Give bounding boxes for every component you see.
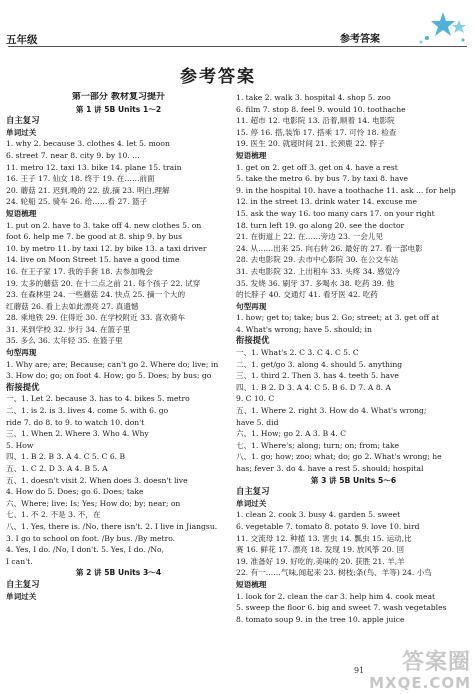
answer-line: 短语梳理 <box>6 208 37 218</box>
watermark-cn: 答案圈 <box>401 650 471 675</box>
answer-line: 衔接提优 <box>6 381 40 392</box>
answer-line: 五、1. Where 2. right 3. How do 4. What's wrong; <box>236 406 427 416</box>
answer-line: 五、1. C 2. D 3. A 4. B 5. A <box>6 464 108 473</box>
answer-line: has; fever 3. do 4. have a rest 5. should; hospital <box>236 464 424 473</box>
answer-line: 11. 交流母 12. 种植 13. 害虫 14. 瓢虫 15. 运动,比 <box>236 533 412 543</box>
answer-line: 一、1. What's 2. C 3. C 4. C 5. C <box>236 348 359 358</box>
answer-line: 20. 蘑菇 21. 迟到,晚的 22. 拔,摘 23. 明白,理解 <box>6 185 170 195</box>
answer-line: 14. live on Moon Street 15. have a good time <box>6 255 180 265</box>
answer-line: I can't. <box>6 556 33 566</box>
answer-line: 八、1. go; how; zoo; what; do; go 2. What's wrong; he <box>236 452 442 462</box>
answer-line: 单词过关 <box>6 127 37 137</box>
page-header <box>0 0 475 46</box>
star-decoration-icon <box>387 8 469 48</box>
answer-line: 三、1. third 2. Then 3. has 4. teeth 5. have <box>236 371 399 381</box>
answer-line: 1. look for 2. clean the car 3. help him 4. cook meat <box>236 591 436 601</box>
answer-line: have 5. did <box>236 417 279 427</box>
answer-line: 16. 王子 17. 仙女 18. 终于 19. 在……前面 <box>6 174 155 184</box>
answer-line: 6. vegetable 7. tomato 8. potato 9. love 10. bird <box>236 521 420 531</box>
answer-line: 19. 准备好 19. 好吃的,美味的 20. 获胜 21. 羊,羊 <box>236 556 405 566</box>
answer-line: 三、1. When 2. Where 3. Who 4. Why <box>6 429 149 439</box>
answer-line: 28. 去电影院 29. 去市中心影院 30. 在公交车站 <box>236 255 399 265</box>
answer-line: 4. Yes, I do. /No, I don't. 5. Yes, I do. /No, <box>6 545 165 555</box>
answer-line: 句型再现 <box>6 348 37 358</box>
answer-line: 24. 轮船 25. 骑车 26. 给……看 27. 篮子 <box>6 197 148 207</box>
answer-line: 19. 太多的蘑菇 20. 在十二点之前 21. 每个孩子 22. 试穿 <box>6 278 201 288</box>
answer-line: 21. 在街道上 22. 在……旁边 23. 一会儿见 <box>236 232 384 242</box>
answer-line: 1. take 2. walk 3. hospital 4. shop 5. zoo <box>236 93 391 102</box>
answer-line: 5. How <box>6 440 34 450</box>
watermark-en: MXQE.COM <box>369 674 471 692</box>
answer-line: 5. take the metro 6. by bus 7. by taxi 8. have <box>236 174 409 184</box>
answer-line: 31. 去电影院 32. 上出租车 33. 头疼 34. 感觉冷 <box>236 266 400 276</box>
answer-line: 1. Why are; are; Because; can't go 2. Where do; live; in <box>6 359 219 369</box>
answer-line: 句型再现 <box>236 301 267 311</box>
answer-line: 15. ask the way 16. too many cars 17. on your right <box>236 208 435 218</box>
answer-line: 单词过关 <box>6 591 37 601</box>
answer-line: 1. get on 2. get off 3. get on 4. have a rest <box>236 162 398 172</box>
answer-line: 的长脖子 40. 交通灯 41. 看牙医 42. 吃药 <box>236 290 378 300</box>
answer-line: 24. 从……出来 25. 向右转 26. 最好的 27. 看一部电影 <box>236 243 423 253</box>
answer-line: 1. why 2. because 3. clothes 4. let 5. moon <box>6 139 170 149</box>
answer-line: 一、1. Let 2. because 3. has to 4. bikes 5. metro <box>6 394 190 404</box>
answer-line: 19. 医生 20. 就寝时间 21. 长颈鹿 22. 脖子 <box>236 139 385 149</box>
answer-line: 3. How do; go; on foot 4. How; go 5. Does; by bus; go <box>6 371 212 381</box>
grade-label: 五年级 <box>6 34 38 46</box>
answer-line: 短语梳理 <box>236 579 267 589</box>
answer-line: 八、1. Yes, there is. /No, there isn't. 2. I live in Jiangsu. <box>6 521 218 531</box>
watermark-logo <box>369 652 471 692</box>
answer-line: 赛 16. 鲜花 17. 漂亮 18. 发现 19. 放风筝 20. 回 <box>236 545 405 555</box>
answer-line: 七、1. Where's; along; turn; on; from; take <box>236 440 400 450</box>
answer-line: 15. 停 16. 搭,装饰 17. 搭乘 17. 可怜 18. 检查 <box>236 127 397 137</box>
answer-line: 五、1. doesn't visit 2. When does 3. doesn't live <box>6 475 188 485</box>
answer-line: 12. in the street 13. drink water 14. excuse me <box>236 197 417 207</box>
answer-line: 短语梳理 <box>236 150 267 160</box>
answer-line: 1. how; get to; take; bus 2. Go; street; at 3. get off at <box>236 313 440 323</box>
answer-line: 4. What's wrong; have 5. should; in <box>236 324 372 334</box>
left-answer-column <box>6 92 231 602</box>
answer-line: 四、1. B 2. B 3. A 4. C 5. C 6. B <box>6 452 126 462</box>
answer-line: 六、1. How; go 2. A 3. B 4. C <box>236 429 347 439</box>
answer-line: 六、Where; live; Is; Yes; How do; by; near; on <box>6 498 181 508</box>
answer-line: 28. 乘地铁 29. 住得近 30. 在学校附近 33. 喜欢骑车 <box>6 313 186 323</box>
answer-line: 18. turn left 19. go along 20. see the doctor <box>236 220 405 230</box>
answer-line: 3. I go to school on foot. /By bus. /By metro. <box>6 533 176 543</box>
answer-line: 9. in the hospital 10. have a toothache 11. ask ... for help <box>236 185 456 195</box>
answer-line: 5. sweep the floor 6. big and sweet 7. wash vegetables <box>236 603 447 613</box>
answer-line: 自主复习 <box>236 486 270 497</box>
answer-line: 红蘑菇 26. 看上去如此漂亮 27. 真遗憾 <box>6 301 139 311</box>
answer-line: 6. film 7. stop 8. feel 9. would 10. toothache <box>236 104 406 114</box>
page-number: 91 <box>354 666 365 675</box>
answer-line: 10. by metro 11. by taxi 12. by bike 13. a taxi driver <box>6 243 207 253</box>
answer-line: ride 7. do 8. to 9. to watch 10. don't <box>6 417 145 427</box>
answer-line: 1. clean 2. cook 3. busy 4. garden 5. sweet <box>236 510 401 520</box>
answer-line: foot 6. help me 7. be good at 8. ship 9. by bus <box>6 232 182 242</box>
answer-line: 单词过关 <box>236 498 267 508</box>
answer-line: 22. 有一……气味,闻起来 23. 树枝;条(鸟、羊等) 24. 小鸟 <box>236 568 432 578</box>
answer-line: 16. 在王子家 17. 我的手套 18. 去参加晚会 <box>6 266 154 276</box>
answer-line: 11. 超市 12. 电影院 13. 沿着,顺着 14. 电影院 <box>236 116 395 126</box>
answer-line: 二、1. is 2. is 3. lives 4. come 5. with 6. go <box>6 406 169 416</box>
answer-line: 四、1. B 2. D 3. A 4. C 5. B 6. D 7. A 8. A <box>236 382 391 392</box>
answer-line: 第一部分 教材复习提升 <box>71 92 166 102</box>
answer-line: 第 1 讲 5B Units 1～2 <box>75 104 162 114</box>
answer-line: 35. 多么 36. 太年轻 35. 在篮子里 <box>6 336 123 346</box>
answer-line: 6. street 7. near 8. city 9. by 10. … <box>6 150 140 160</box>
section-label: 参考答案 <box>340 34 380 45</box>
answer-line: 七、1. 不 2. 不是 3. 不，在 <box>6 510 101 520</box>
answer-line: 23. 在森林里 24. 一些蘑菇 24. 快点 25. 摘一个大的 <box>6 290 186 300</box>
answer-line: 1. put on 2. have to 3. take off 4. new clothes 5. on <box>6 220 202 230</box>
answer-line: 衔接提优 <box>236 335 270 346</box>
answer-line: 4. How do 5. Does; go 6. Does; take <box>6 487 144 497</box>
page-title: 参考答案 <box>180 67 256 87</box>
answer-line: 8. tomato soup 9. in the tree 10. apple juice <box>236 614 405 624</box>
answer-line: 自主复习 <box>6 578 40 589</box>
answer-line: 二、1. get/go 3. along 4. should 5. anything <box>236 359 403 369</box>
answer-line: 第 3 讲 5B Units 5～6 <box>310 475 397 485</box>
answer-line: 11. metro 12. taxi 13. bike 14. plane 15. train <box>6 162 182 172</box>
answer-line: 31. 来到学校 32. 步行 34. 在篮子里 <box>6 324 131 334</box>
answer-line: 35. 发烧 36. 刷牙 37. 多喝水 38. 吃药 39. 他 <box>236 278 395 288</box>
answer-line: 第 2 讲 5B Units 3～4 <box>75 568 162 578</box>
answer-line: 自主复习 <box>6 115 40 126</box>
header-divider <box>8 46 467 47</box>
answer-line: 9. C 10. C <box>236 394 275 404</box>
right-answer-column <box>236 92 471 625</box>
